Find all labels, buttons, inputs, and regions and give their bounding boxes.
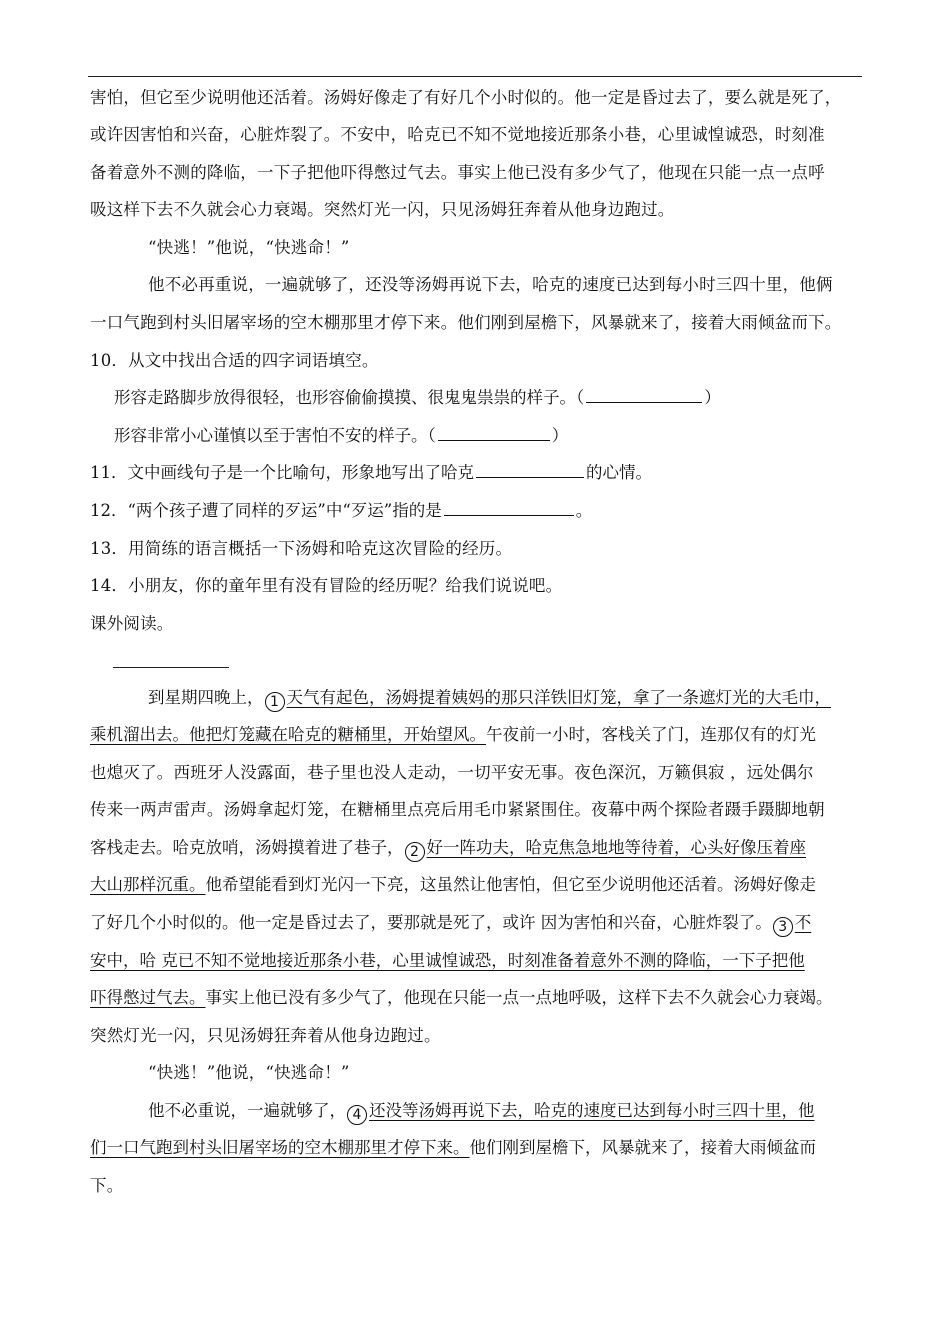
passage2-line: 客栈走去。哈克放哨，汤姆摸着进了巷子， 2 好一阵功夫，哈克焦急地地等待着，心头好像压着座 [90,838,806,860]
underlined-sentence: 吓得憋过气去。 [90,988,206,1007]
paren-close: ） [551,426,569,445]
passage1-line: 他不必再重说，一遍就够了，还没等汤姆再说下去，哈克的速度已达到每小时三四十里，他俩 [148,275,833,294]
passage2-line: 大山那样沉重。他希望能看到灯光闪一下亮，这虽然让他害怕，但它至少说明他还活着。汤姆好像走 [90,875,816,894]
passage2-line [90,951,805,971]
section-heading: 课外阅读。 [90,614,174,633]
answer-blank[interactable] [586,388,702,403]
passage2-quote: “快逃！”他说，“快逃命！” [148,1063,350,1082]
question-10-sub1 [114,388,721,408]
circled-number: 4 [347,1105,367,1125]
passage2-line: 吓得憋过气去。事实上他已没有多少气了，他现在只能一点一点地呼吸，这样下去不久就会心力衰竭。 [90,988,833,1007]
passage2-line: 们一口气跑到村头旧屠宰场的空木棚那里才停下来。他们刚到屋檐下，风暴就来了，接着大雨倾盆而 [90,1138,816,1157]
underlined-sentence: 还没等汤姆再说下去，哈克的速度已达到每小时三四十里，他 [369,1101,815,1120]
underlined-sentence: 大山那样沉重。 [90,875,206,894]
underlined-sentence: 天气有起色，汤姆提着姨妈的那只洋铁旧灯笼，拿了一条遮灯光的大毛巾， [286,688,831,707]
question-10-sub2-text: 形容非常小心谨慎以至于害怕不安的样子。（ [114,426,436,445]
underlined-sentence: 不 [794,913,812,932]
answer-blank[interactable] [476,463,584,478]
question-14: 14．小朋友，你的童年里有没有冒险的经历呢？给我们说说吧。 [90,576,563,595]
question-10-sub1-text: 形容走路脚步放得很轻，也形容偷偷摸摸、很鬼鬼祟祟的样子。（ [114,388,585,407]
passage2-line: 突然灯光一闪，只见汤姆狂奔着从他身边跑过。 [90,1026,441,1045]
passage1-line: 一口气跑到村头旧屠宰场的空木棚那里才停下来。他们刚到屋檐下，风暴就来了，接着大雨倾盆而下。 [90,313,842,332]
question-12 [90,501,592,521]
question-10: 10．从文中找出合适的四字词语填空。 [90,351,379,370]
passage2-line: 下。 [90,1176,124,1195]
question-10-sub2 [114,426,568,446]
question-12-suffix: 。 [575,501,593,520]
passage2-line: 他不必重说，一遍就够了， 4 还没等汤姆再说下去，哈克的速度已达到每小时三四十里，他 [148,1101,815,1123]
underlined-sentence: 好一阵功夫，哈克焦急地地等待着，心头好像压着座 [426,838,806,857]
circled-number: 2 [405,842,425,862]
paren-close: ） [704,388,721,407]
short-rule [113,667,229,668]
passage1-quote: “快逃！”他说，“快逃命！” [148,238,350,257]
passage1-line: 备着意外不测的降临，一下子把他吓得憋过气去。事实上他已没有多少气了，他现在只能一点一点呼 [90,163,825,182]
passage1-line: 吸这样下去不久就会心力衰竭。突然灯光一闪，只见汤姆狂奔着从他身边跑过。 [90,200,675,219]
question-11-suffix: 的心情。 [586,463,652,482]
underlined-sentence: 们一口气跑到村头旧屠宰场的空木棚那里才停下来。 [90,1138,470,1157]
answer-blank[interactable] [444,501,574,516]
header-rule [88,76,862,77]
question-12-text: 12．“两个孩子遭了同样的歹运”中“歹运”指的是 [90,501,442,520]
passage2-line: 也熄灭了。西班牙人没露面，巷子里也没人走动，一切平安无事。夜色深沉，万籁俱寂 ，远处偶尔 [90,763,814,782]
circled-number: 1 [265,692,285,712]
passage2-line: 传来一两声雷声。汤姆拿起灯笼，在糖桶里点亮后用毛巾紧紧围住。夜幕中两个探险者蹑手蹑脚地朝 [90,800,825,819]
question-11-text: 11．文中画线句子是一个比喻句，形象地写出了哈克 [90,463,474,482]
circled-number: 3 [773,917,793,937]
passage2-line: 乘机溜出去。他把灯笼藏在哈克的糖桶里，开始望风。午夜前一小时，客栈关了门，连那仅有的灯光 [90,725,816,744]
passage2-line: 了好几个小时似的。他一定是昏过去了，要那就是死了，或许 因为害怕和兴奋，心脏炸裂了。 3 不 [90,913,812,935]
passage2-line: 到星期四晚上， 1 天气有起色，汤姆提着姨妈的那只洋铁旧灯笼，拿了一条遮灯光的大毛巾， [148,688,831,710]
underlined-sentence: 安中，哈 克已不知不觉地接近那条小巷，心里诚惶诚恐，时刻准备着意外不测的降临，一下子把他 [90,951,805,970]
answer-blank[interactable] [438,426,550,441]
question-11 [90,463,652,483]
passage1-line: 或许因害怕和兴奋，心脏炸裂了。不安中，哈克已不知不觉地接近那条小巷，心里诚惶诚恐，时刻准 [90,125,825,144]
underlined-sentence: 乘机溜出去。他把灯笼藏在哈克的糖桶里，开始望风。 [90,725,486,744]
question-13: 13．用简练的语言概括一下汤姆和哈克这次冒险的经历。 [90,539,513,558]
passage1-line: 害怕，但它至少说明他还活着。汤姆好像走了有好几个小时似的。他一定是昏过去了，要么就是死了， [90,88,842,107]
